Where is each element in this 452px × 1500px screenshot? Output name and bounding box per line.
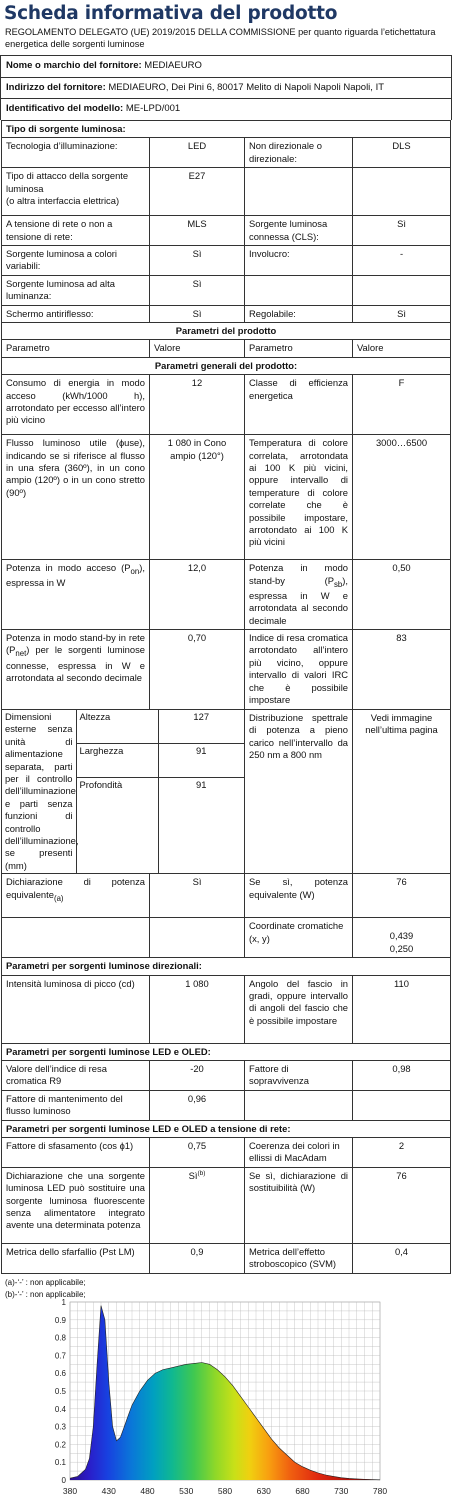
equivalent-watt-label: Se sì, potenza equivalente (W) bbox=[245, 874, 353, 918]
efficiency-class-value: F bbox=[353, 375, 451, 435]
table-row bbox=[2, 1060, 451, 1090]
displacement-factor-label: Fattore di sfasamento (cos ɸ1) bbox=[2, 1137, 150, 1167]
high-luminance-label: Sorgente luminosa ad alta luminanza: bbox=[2, 275, 150, 305]
macadam-label: Coerenza dei colori in ellissi di MacAdam bbox=[245, 1137, 353, 1167]
supplier-name: MEDIAEURO bbox=[144, 60, 202, 72]
empty-cell bbox=[245, 275, 353, 305]
y-tick-label: 0.4 bbox=[54, 1404, 66, 1414]
dimensions-label: Dimensioni esterne senza unità di alimentazione separata, parti per il controllo dell’illuminazione e parti senza funzioni di controllo dell’illuminazione, se presenti (mm) bbox=[2, 710, 76, 873]
r9-label: Valore dell’indice di resa cromatica R9 bbox=[2, 1060, 150, 1090]
height-label: Altezza bbox=[76, 710, 158, 743]
replacement-watt-value: 76 bbox=[353, 1167, 451, 1243]
y-tick-label: 0.6 bbox=[54, 1369, 66, 1379]
macadam-value: 2 bbox=[353, 1137, 451, 1167]
column-header-value: Valore bbox=[353, 340, 451, 357]
model-identifier: ME-LPD/001 bbox=[125, 103, 181, 115]
supplier-name-row bbox=[0, 55, 452, 77]
product-params-heading-row bbox=[2, 322, 451, 339]
connected-value: Sì bbox=[353, 216, 451, 246]
table-row bbox=[2, 1243, 451, 1273]
equivalent-watt-value: 76 bbox=[353, 874, 451, 918]
spd-value: Vedi immagine nell’ultima pagina bbox=[353, 710, 451, 874]
envelope-label: Involucro: bbox=[245, 245, 353, 275]
peak-intensity-value: 1 080 bbox=[150, 975, 245, 1043]
anti-glare-value: Sì bbox=[150, 305, 245, 322]
replacement-watt-label: Se sì, dichiarazione di sostituibilità (W) bbox=[245, 1167, 353, 1243]
technology-value: LED bbox=[150, 138, 245, 168]
page-title: Scheda informativa del prodotto bbox=[4, 3, 338, 24]
equivalent-power-text: Dichiarazione di potenza equivalente bbox=[6, 876, 145, 900]
regulation-reference: REGOLAMENTO DELEGATO (UE) 2019/2015 DELLA COMMISSIONE per quanto riguarda l’etichettatura energetica delle sorgenti luminose bbox=[5, 27, 436, 50]
table-row bbox=[2, 168, 451, 216]
spd-label: Distribuzione spettrale di potenza a pieno carico nell’intervallo da 250 nm a 800 nm bbox=[245, 710, 353, 874]
x-tick-label: 530 bbox=[179, 1486, 194, 1496]
general-params-heading: Parametri generali del prodotto: bbox=[2, 357, 451, 374]
beam-angle-value: 110 bbox=[353, 975, 451, 1043]
table-row bbox=[2, 918, 451, 958]
x-tick-label: 580 bbox=[217, 1486, 233, 1496]
table-row bbox=[2, 1137, 451, 1167]
product-params-heading: Parametri del prodotto bbox=[2, 322, 451, 339]
light-source-type-heading: Tipo di sorgente luminosa: bbox=[2, 120, 451, 137]
nondirectional-label: Non direzionale o direzionale: bbox=[245, 138, 353, 168]
on-mode-power-text: Potenza in modo acceso (P bbox=[6, 562, 131, 574]
width-value: 91 bbox=[158, 743, 244, 777]
table-row bbox=[2, 138, 451, 168]
table-row bbox=[2, 275, 451, 305]
technology-label: Tecnologia d’illuminazione: bbox=[2, 138, 150, 168]
general-params-heading-row bbox=[2, 357, 451, 374]
spectral-distribution-chart bbox=[0, 1296, 452, 1500]
efficiency-class-label: Classe di efficienza energetica bbox=[245, 375, 353, 435]
supplier-name-label: Nome o marchio del fornitore: bbox=[6, 60, 142, 72]
chromaticity-label: Coordinate cromatiche (x, y) bbox=[245, 918, 353, 958]
stroboscopic-value: 0,4 bbox=[353, 1243, 451, 1273]
survival-factor-label: Fattore di sopravvivenza bbox=[245, 1060, 353, 1090]
empty-cell bbox=[150, 918, 245, 958]
table-row bbox=[2, 375, 451, 435]
peak-intensity-label: Intensità luminosa di picco (cd) bbox=[2, 975, 150, 1043]
dimensions-table bbox=[2, 710, 244, 873]
supplier-address-label: Indirizzo del fornitore: bbox=[6, 81, 106, 93]
directional-heading-row bbox=[2, 958, 451, 975]
light-source-type-heading-row bbox=[2, 120, 451, 137]
envelope-value: - bbox=[353, 245, 451, 275]
empty-cell bbox=[245, 168, 353, 216]
x-tick-label: 680 bbox=[295, 1486, 310, 1496]
networked-standby-value: 0,70 bbox=[150, 630, 245, 710]
height-value: 127 bbox=[158, 710, 244, 743]
on-mode-energy-value: 12 bbox=[150, 375, 245, 435]
connected-label: Sorgente luminosa connessa (CLS): bbox=[245, 216, 353, 246]
table-row bbox=[2, 560, 451, 630]
empty-cell bbox=[353, 275, 451, 305]
table-row bbox=[2, 435, 451, 560]
table-row bbox=[2, 975, 451, 1043]
dimmable-label: Regolabile: bbox=[245, 305, 353, 322]
y-tick-label: 0.2 bbox=[54, 1440, 66, 1450]
chromaticity-value bbox=[353, 918, 451, 958]
y-tick-label: 0.1 bbox=[54, 1458, 66, 1468]
footnote-a: (a)-‘-’ : non applicabile; bbox=[5, 1277, 86, 1287]
nondirectional-value: DLS bbox=[353, 138, 451, 168]
standby-power-label bbox=[245, 560, 353, 630]
networked-standby-text-end: ) per le sorgenti luminose connesse, espressa in W e arrotondata al secondo decimale bbox=[6, 644, 145, 684]
useful-flux-value: 1 080 in Cono ampio (120°) bbox=[150, 435, 245, 560]
directional-heading: Parametri per sorgenti luminose direzionali: bbox=[2, 958, 451, 975]
x-tick-label: 430 bbox=[101, 1486, 116, 1496]
table-row bbox=[2, 245, 451, 275]
chromaticity-x: 0,439 bbox=[389, 930, 414, 942]
lumen-maintenance-label: Fattore di mantenimento del flusso luminoso bbox=[2, 1090, 150, 1120]
table-row bbox=[2, 1167, 451, 1243]
cct-value: 3000…6500 bbox=[353, 435, 451, 560]
standby-power-sub: sb bbox=[333, 579, 343, 589]
y-axis-ticks bbox=[55, 1298, 67, 1485]
empty-cell bbox=[353, 168, 451, 216]
y-tick-label: 0.7 bbox=[54, 1351, 66, 1361]
high-luminance-value: Sì bbox=[150, 275, 245, 305]
cap-type-text: Tipo di attacco della sorgente luminosa bbox=[6, 170, 129, 194]
cap-type-label bbox=[2, 168, 150, 216]
on-mode-energy-label: Consumo di energia in modo acceso (kWh/1000 h), arrotondato per eccesso all’intero più vicino bbox=[2, 375, 150, 435]
mains-value: MLS bbox=[150, 216, 245, 246]
equivalent-power-label bbox=[2, 874, 150, 918]
replacement-claim-text: Sì bbox=[188, 1169, 198, 1181]
supplier-address-row bbox=[0, 77, 452, 99]
x-tick-label: 780 bbox=[372, 1486, 388, 1496]
x-tick-label: 730 bbox=[334, 1486, 349, 1496]
led-heading-row bbox=[2, 1043, 451, 1060]
led-mains-heading-row bbox=[2, 1120, 451, 1137]
x-tick-label: 380 bbox=[62, 1486, 78, 1496]
table-row bbox=[2, 710, 451, 874]
x-axis-ticks bbox=[63, 1486, 387, 1496]
displacement-factor-value: 0,75 bbox=[150, 1137, 245, 1167]
cap-type-value: E27 bbox=[150, 168, 245, 216]
column-header-value: Valore bbox=[150, 340, 245, 357]
y-tick-label: 0.9 bbox=[54, 1315, 66, 1325]
flicker-label: Metrica dello sfarfallio (Pst LM) bbox=[2, 1243, 150, 1273]
table-row bbox=[2, 710, 244, 743]
column-header-param: Parametro bbox=[245, 340, 353, 357]
replacement-claim-label: Dichiarazione che una sorgente luminosa LED può sostituire una sorgente luminosa fluorescente senza alimentatore integrato avente una determinata potenza bbox=[2, 1167, 150, 1243]
replacement-claim-value bbox=[150, 1167, 245, 1243]
cct-label: Temperatura di colore correlata, arrotondata ai 100 K più vicini, oppure intervallo di temperature di colore correlate che è possibile impostare, arrotondato ai 100 K più vicini bbox=[245, 435, 353, 560]
x-tick-label: 630 bbox=[256, 1486, 271, 1496]
standby-power-value: 0,50 bbox=[353, 560, 451, 630]
r9-value: -20 bbox=[150, 1060, 245, 1090]
y-tick-label: 0 bbox=[61, 1476, 66, 1485]
lumen-maintenance-value: 0,96 bbox=[150, 1090, 245, 1120]
anti-glare-label: Schermo antiriflesso: bbox=[2, 305, 150, 322]
led-heading: Parametri per sorgenti luminose LED e OLED: bbox=[2, 1043, 451, 1060]
table-row bbox=[2, 216, 451, 246]
spectrum-svg bbox=[0, 1296, 452, 1500]
on-mode-power-sub: on bbox=[130, 567, 140, 577]
on-mode-power-text-end: ), espressa in W bbox=[6, 562, 145, 589]
table-row bbox=[2, 630, 451, 710]
useful-flux-label: Flusso luminoso utile (ɸuse), indicando se si riferisce al flusso in una sfera (360º), in un cono ampio (120º) o in un cono stretto (90º) bbox=[2, 435, 150, 560]
survival-factor-value: 0,98 bbox=[353, 1060, 451, 1090]
parameters-table bbox=[1, 120, 451, 1274]
chromaticity-y: 0,250 bbox=[389, 942, 414, 954]
stroboscopic-label: Metrica dell’effetto stroboscopico (SVM) bbox=[245, 1243, 353, 1273]
width-label: Larghezza bbox=[76, 743, 158, 777]
on-mode-power-label bbox=[2, 560, 150, 630]
networked-standby-sub: net bbox=[15, 649, 27, 659]
empty-cell bbox=[2, 918, 150, 958]
y-tick-label: 0.3 bbox=[54, 1422, 66, 1432]
equivalent-power-value: Sì bbox=[150, 874, 245, 918]
colour-tunable-label: Sorgente luminosa a colori variabili: bbox=[2, 245, 150, 275]
standby-power-text: Potenza in modo stand-by (P bbox=[249, 562, 348, 586]
on-mode-power-value: 12,0 bbox=[150, 560, 245, 630]
model-label: Identificativo del modello: bbox=[6, 103, 124, 115]
mains-label: A tensione di rete o non a tensione di rete: bbox=[2, 216, 150, 246]
table-row bbox=[2, 874, 451, 918]
beam-angle-label: Angolo del fascio in gradi, oppure intervallo di angoli del fascio che è possibile impostare bbox=[245, 975, 353, 1043]
y-tick-label: 0.5 bbox=[54, 1387, 66, 1396]
column-header-row bbox=[2, 340, 451, 357]
supplier-address: MEDIAEURO, Dei Pini 6, 80017 Melito di Napoli Napoli Napoli, IT bbox=[108, 81, 385, 93]
flicker-value: 0,9 bbox=[150, 1243, 245, 1273]
column-header-param: Parametro bbox=[2, 340, 150, 357]
replacement-claim-note: (b) bbox=[197, 1169, 206, 1177]
led-mains-heading: Parametri per sorgenti luminose LED e OLED a tensione di rete: bbox=[2, 1120, 451, 1137]
depth-value: 91 bbox=[158, 777, 244, 873]
empty-cell bbox=[353, 1090, 451, 1120]
networked-standby-text: Potenza in modo stand-by in rete (P bbox=[6, 632, 145, 656]
dimensions-cell bbox=[2, 710, 245, 874]
cri-value: 83 bbox=[353, 630, 451, 710]
networked-standby-label bbox=[2, 630, 150, 710]
cap-type-sub: (o altra interfaccia elettrica) bbox=[6, 194, 120, 206]
cri-label: Indice di resa cromatica arrotondato all’intero più vicino, oppure intervallo di valori IRC che è possibile impostare bbox=[245, 630, 353, 710]
empty-cell bbox=[245, 1090, 353, 1120]
table-row bbox=[2, 1090, 451, 1120]
equivalent-power-note: (a) bbox=[53, 893, 64, 903]
standby-power-text-end: ), espressa in W e arrotondata al secondo decimale bbox=[249, 574, 348, 626]
y-tick-label: 1 bbox=[61, 1298, 66, 1307]
table-row bbox=[2, 305, 451, 322]
model-row bbox=[0, 98, 452, 120]
colour-tunable-value: Sì bbox=[150, 245, 245, 275]
y-tick-label: 0.8 bbox=[54, 1333, 66, 1343]
x-tick-label: 480 bbox=[140, 1486, 155, 1496]
dimmable-value: Sì bbox=[353, 305, 451, 322]
depth-label: Profondità bbox=[76, 777, 158, 873]
footnote-b: (b)-‘-’ : non applicabile; bbox=[5, 1289, 86, 1299]
